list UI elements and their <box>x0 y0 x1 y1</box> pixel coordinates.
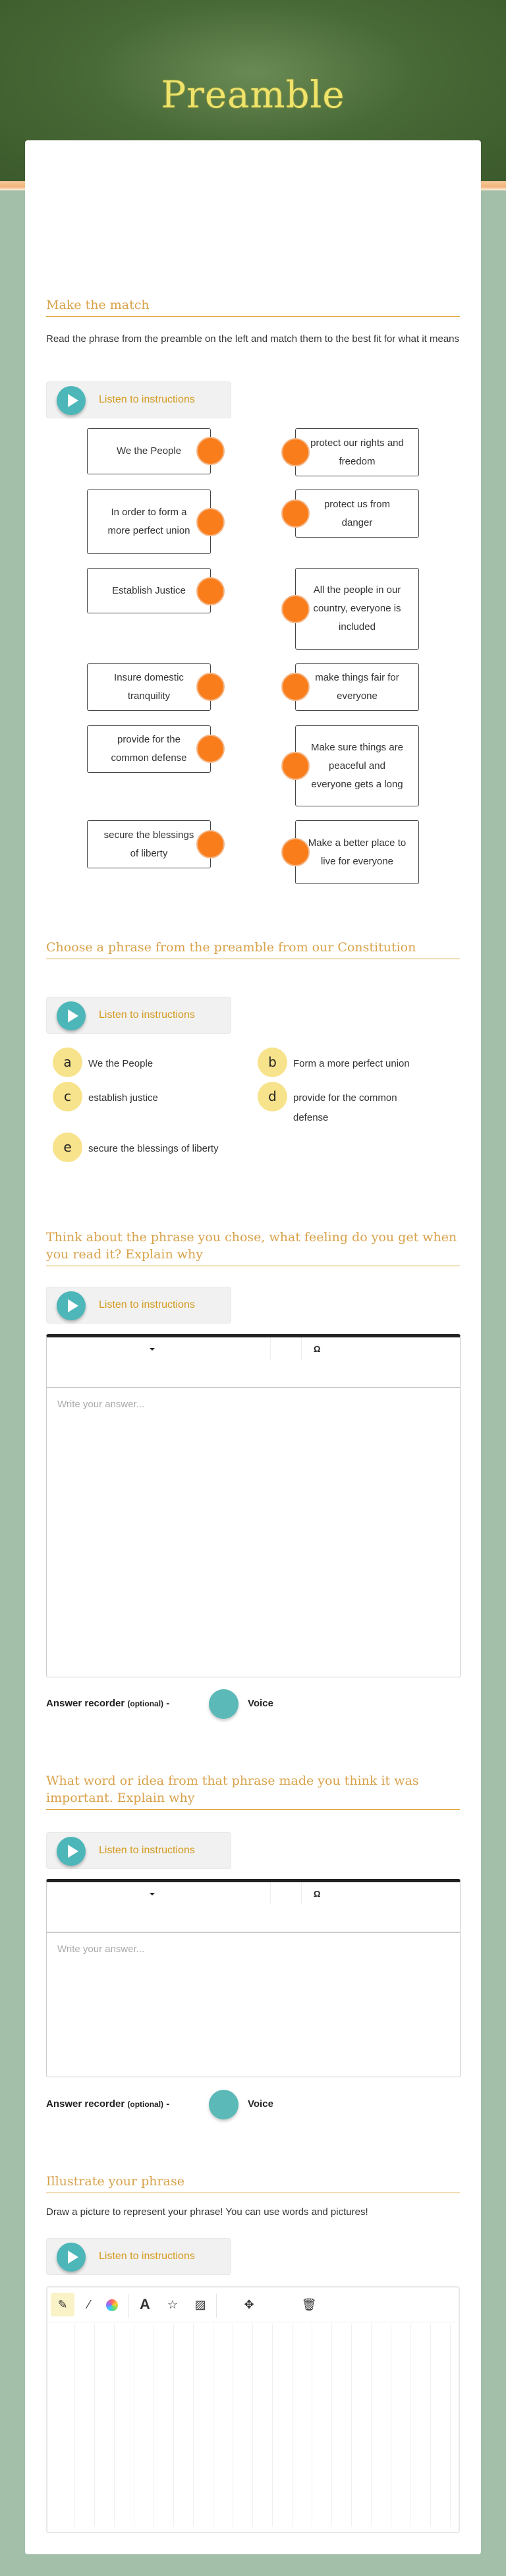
voice-label: Voice <box>248 1698 273 1709</box>
play-icon <box>57 386 86 415</box>
match-right-item[interactable]: Make sure things are peaceful and everyone gets a long <box>295 725 419 806</box>
listen-button[interactable] <box>46 1287 231 1324</box>
color-wheel-icon[interactable] <box>100 2293 124 2316</box>
listen-button[interactable] <box>46 1832 231 1869</box>
match-right-item[interactable]: protect us from danger <box>295 490 419 538</box>
drawing-toolbar <box>47 2287 459 2322</box>
answer-placeholder[interactable]: Write your answer... <box>57 1944 145 1955</box>
match-right-item[interactable]: Make a better place to live for everyone <box>295 820 419 884</box>
special-character-button[interactable]: Ω <box>314 1344 321 1354</box>
match-instructions: Read the phrase from the preamble on the left and match them to the best fit for what it means <box>46 333 460 345</box>
drawing-canvas[interactable] <box>46 2286 460 2533</box>
match-right-item[interactable]: All the people in our country, everyone is included <box>295 568 419 650</box>
drawing-area[interactable] <box>55 2324 451 2527</box>
recorder-optional: (optional) <box>127 1699 164 1708</box>
toolbar-divider <box>301 1882 302 1905</box>
section-heading-choose: Choose a phrase from the preamble from our Constitution <box>46 939 460 959</box>
choice-letter: b <box>258 1048 287 1077</box>
match-connector-dot[interactable] <box>196 437 225 465</box>
toolbar-divider <box>301 1337 302 1360</box>
listen-label: Listen to instructions <box>99 2251 195 2262</box>
choice-letter: e <box>53 1133 82 1162</box>
choice-text: provide for the common defense <box>293 1092 397 1123</box>
listen-label: Listen to instructions <box>99 1299 195 1310</box>
match-right-item[interactable]: protect our rights and freedom <box>295 428 419 476</box>
trash-icon[interactable]: 🗑 <box>301 2298 317 2311</box>
move-icon[interactable]: ✥ <box>244 2298 254 2311</box>
illustrate-instructions: Draw a picture to represent your phrase! You can use words and pictures! <box>46 2206 368 2218</box>
listen-label: Listen to instructions <box>99 1845 195 1856</box>
section-heading-q2: What word or idea from that phrase made you think it was important. Explain why <box>46 1772 460 1810</box>
play-icon <box>57 1291 86 1320</box>
editor-toolbar <box>47 1882 460 1933</box>
match-connector-dot[interactable] <box>196 577 225 605</box>
match-connector-dot[interactable] <box>281 438 310 466</box>
listen-label: Listen to instructions <box>99 394 195 405</box>
font-dropdown-caret-icon[interactable] <box>150 1893 155 1895</box>
star-icon[interactable]: ☆ <box>167 2298 179 2311</box>
choice-text: establish justice <box>88 1092 158 1104</box>
font-dropdown-caret-icon[interactable] <box>150 1348 155 1351</box>
answer-recorder-label <box>46 2098 169 2110</box>
recorder-label: Answer recorder <box>46 1698 125 1709</box>
match-left-item[interactable]: Establish Justice <box>87 568 211 613</box>
match-connector-dot[interactable] <box>281 673 310 701</box>
play-icon <box>57 1837 86 1866</box>
special-character-button[interactable]: Ω <box>314 1889 321 1899</box>
match-connector-dot[interactable] <box>196 508 225 536</box>
match-connector-dot[interactable] <box>196 830 225 858</box>
brush-icon[interactable]: ⁄ <box>88 2298 90 2311</box>
answer-placeholder[interactable]: Write your answer... <box>57 1399 145 1410</box>
choice-text: secure the blessings of liberty <box>88 1143 219 1154</box>
match-connector-dot[interactable] <box>281 595 310 623</box>
section-heading-match: Make the match <box>46 296 460 317</box>
play-icon <box>57 2243 86 2272</box>
voice-record-button[interactable] <box>209 2090 239 2119</box>
match-connector-dot[interactable] <box>281 752 310 780</box>
match-left-item[interactable]: secure the blessings of liberty <box>87 820 211 868</box>
text-tool-icon[interactable]: A <box>140 2296 150 2312</box>
answer-recorder-label <box>46 1698 169 1709</box>
pencil-icon[interactable]: ✎ <box>51 2293 74 2316</box>
toolbar-divider <box>128 2294 129 2318</box>
answer-editor[interactable] <box>46 1334 461 1677</box>
editor-toolbar <box>47 1337 460 1388</box>
match-connector-dot[interactable] <box>281 499 310 528</box>
choice-letter: c <box>53 1082 82 1111</box>
recorder-optional: (optional) <box>127 2100 164 2109</box>
page-title: Preamble <box>161 74 345 117</box>
voice-label: Voice <box>248 2098 273 2110</box>
match-connector-dot[interactable] <box>196 673 225 701</box>
section-heading-q1: Think about the phrase you chose, what feeling do you get when you read it? Explain why <box>46 1229 460 1266</box>
choice-text: Form a more perfect union <box>293 1058 410 1069</box>
recorder-dash: - <box>166 1698 170 1709</box>
image-icon[interactable]: ▨ <box>194 2298 206 2311</box>
match-left-item[interactable]: In order to form a more perfect union <box>87 490 211 554</box>
match-right-item[interactable]: make things fair for everyone <box>295 663 419 711</box>
toolbar-divider <box>270 1337 271 1360</box>
toolbar-divider <box>216 2294 217 2318</box>
choice-letter: a <box>53 1048 82 1077</box>
answer-editor[interactable] <box>46 1879 461 2077</box>
toolbar-divider <box>270 1882 271 1905</box>
listen-button[interactable] <box>46 381 231 418</box>
match-left-item[interactable]: We the People <box>87 428 211 474</box>
choice-text: We the People <box>88 1058 154 1069</box>
recorder-label: Answer recorder <box>46 2098 125 2110</box>
match-left-item[interactable]: Insure domestic tranquility <box>87 663 211 711</box>
match-connector-dot[interactable] <box>196 735 225 763</box>
match-left-item[interactable]: provide for the common defense <box>87 725 211 773</box>
section-heading-illustrate: Illustrate your phrase <box>46 2173 460 2193</box>
listen-button[interactable] <box>46 2238 231 2275</box>
voice-record-button[interactable] <box>209 1689 239 1719</box>
play-icon <box>57 1001 86 1030</box>
recorder-dash: - <box>166 2098 170 2110</box>
choice-letter: d <box>258 1082 287 1111</box>
listen-label: Listen to instructions <box>99 1009 195 1021</box>
listen-button[interactable] <box>46 997 231 1034</box>
match-connector-dot[interactable] <box>281 838 310 866</box>
